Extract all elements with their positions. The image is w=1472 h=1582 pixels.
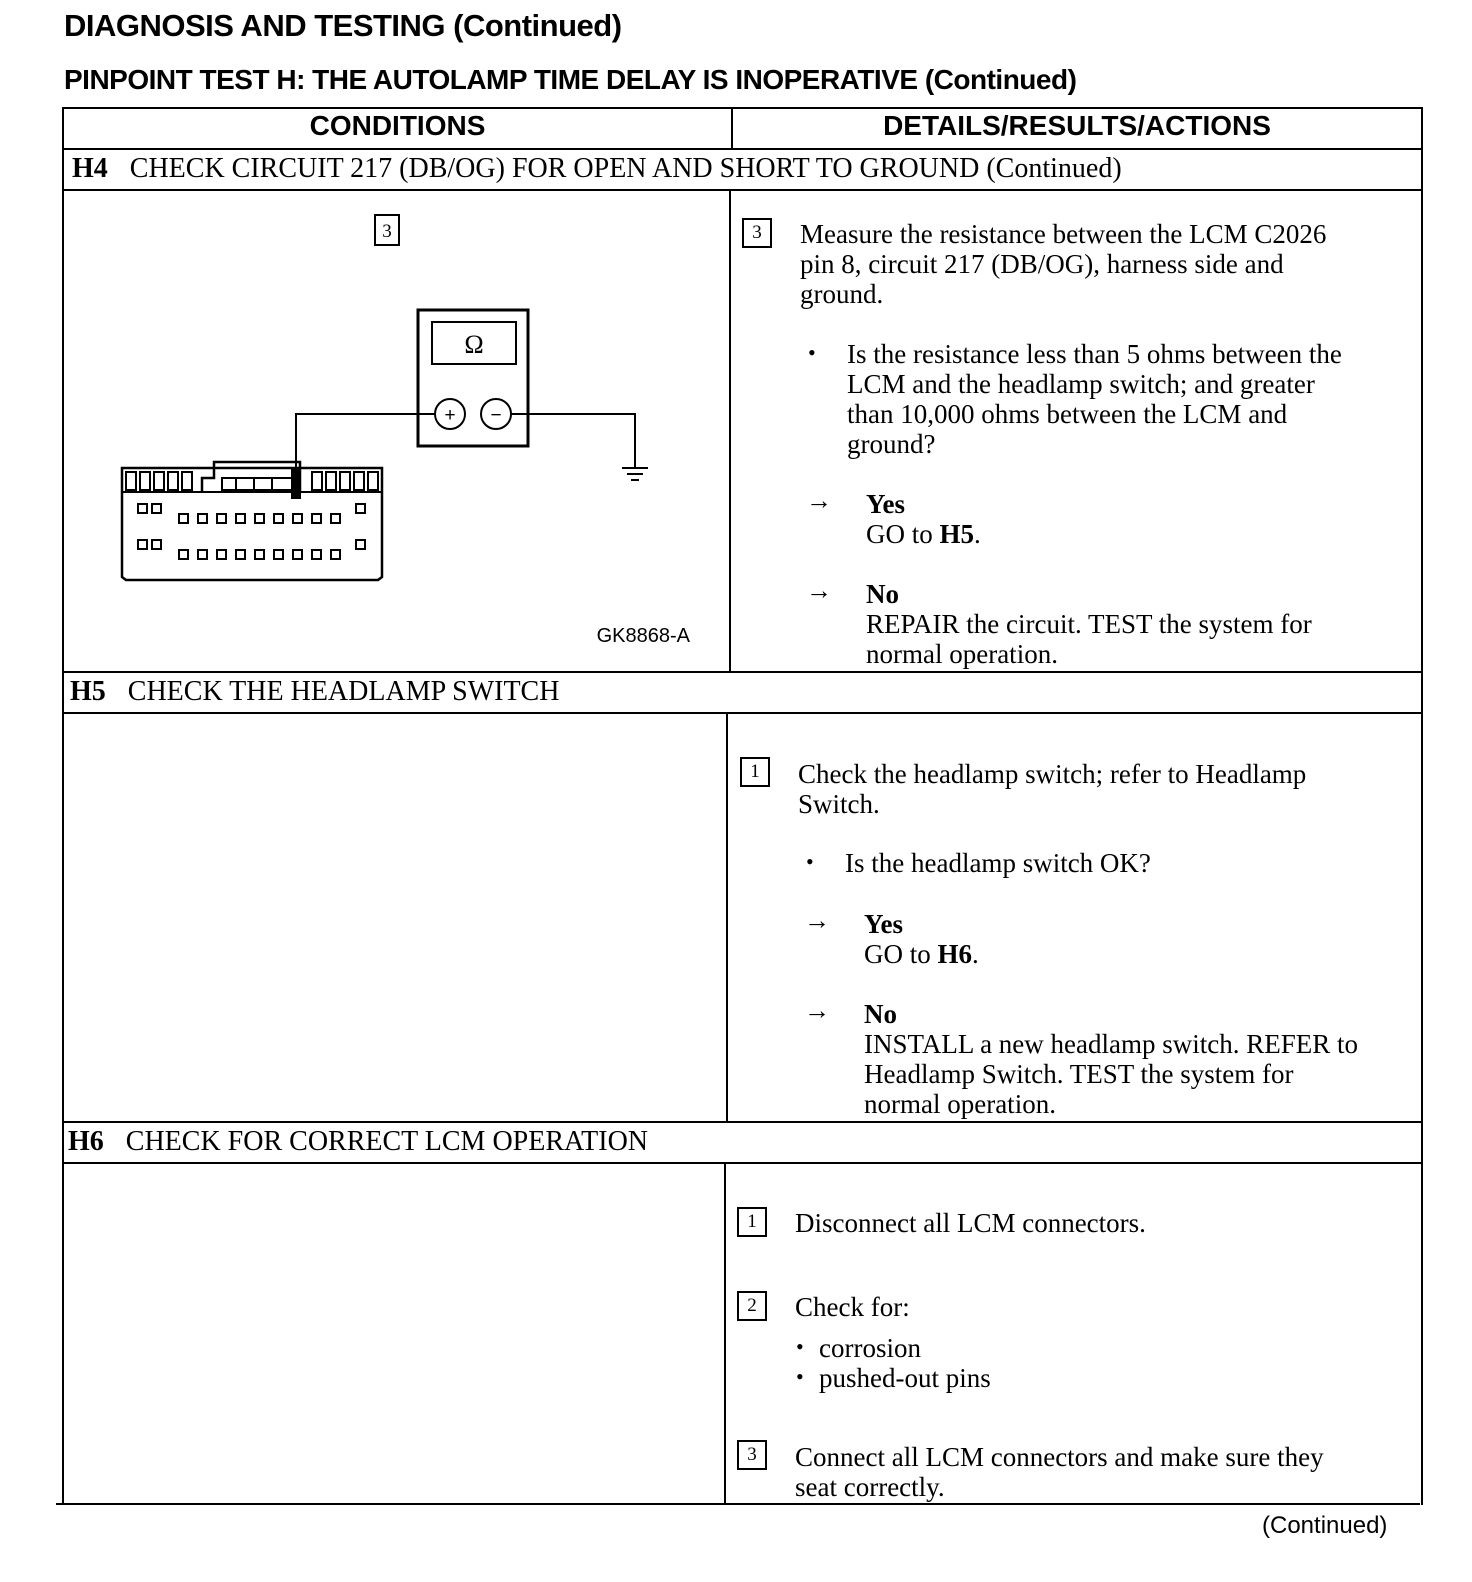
lcm-connector-icon <box>122 462 382 580</box>
h6-column-divider <box>724 1162 726 1505</box>
figure-step-box <box>375 215 399 245</box>
h5-yes-result: Yes GO to H6. <box>864 909 979 969</box>
h4-step-header <box>72 153 1122 185</box>
table-top-border <box>62 107 1423 109</box>
h5-no-result: No INSTALL a new headlamp switch. REFER to Headlamp Switch. TEST the system for normal operation. <box>864 999 1359 1119</box>
plus-terminal-label: + <box>444 405 456 426</box>
h4-step-id: H4 <box>72 153 108 184</box>
h5-yes-target-link[interactable]: H6 <box>937 939 973 969</box>
h6-title-divider <box>62 1162 1423 1164</box>
h4-yes-arrow-icon: → <box>806 486 832 515</box>
header-divider <box>62 148 1423 150</box>
pinpoint-test-title: PINPOINT TEST H: THE AUTOLAMP TIME DELAY IS INOPERATIVE (Continued) <box>64 64 1077 95</box>
h4-no-result: No REPAIR the circuit. TEST the system for normal operation. <box>866 579 1312 669</box>
h4-end-divider <box>62 671 1423 673</box>
h5-step-number-box: 1 <box>740 757 770 787</box>
minus-terminal-label: − <box>490 405 502 426</box>
h5-yes-arrow-icon: → <box>804 906 830 935</box>
h6-step-title: CHECK FOR CORRECT LCM OPERATION <box>125 1126 649 1157</box>
column-header-conditions: CONDITIONS <box>309 110 486 141</box>
h5-step-header <box>70 676 559 708</box>
h6-step1-number-box: 1 <box>737 1207 767 1237</box>
table-bottom-border <box>56 1503 1420 1505</box>
h6-step2-number-box: 2 <box>737 1291 767 1321</box>
h5-title-divider <box>62 712 1423 714</box>
h6-step3-instruction: Connect all LCM connectors and make sure they seat correctly. <box>795 1442 1324 1502</box>
h5-step-title: CHECK THE HEADLAMP SWITCH <box>127 676 560 707</box>
h5-end-divider <box>62 1121 1423 1123</box>
h4-yes-result: Yes GO to H5. <box>866 489 981 549</box>
h6-check-item-pushed-out-pins: pushed-out pins <box>819 1363 991 1393</box>
h5-step-instruction: Check the headlamp switch; refer to Headlamp Switch. <box>798 759 1307 819</box>
h6-step1-instruction: Disconnect all LCM connectors. <box>795 1208 1146 1238</box>
h6-step3-number-box: 3 <box>737 1440 767 1470</box>
h6-step2-instruction: Check for: <box>795 1292 910 1322</box>
h6-item-bullet-2: • <box>796 1364 804 1389</box>
h4-yes-target-link[interactable]: H5 <box>939 519 975 549</box>
h6-step-id: H6 <box>68 1126 104 1157</box>
h4-step-instruction: Measure the resistance between the LCM C2026 pin 8, circuit 217 (DB/OG), harness side and ground. <box>800 219 1327 309</box>
h5-column-divider <box>726 712 728 1123</box>
h4-step-title: CHECK CIRCUIT 217 (DB/OG) FOR OPEN AND SHORT TO GROUND (Continued) <box>129 153 1122 184</box>
page-title: DIAGNOSIS AND TESTING (Continued) <box>64 8 622 43</box>
h6-check-item-corrosion: corrosion <box>819 1333 921 1363</box>
h5-question: Is the headlamp switch OK? <box>845 848 1151 878</box>
h4-step-number-box: 3 <box>742 218 772 248</box>
h5-step-id: H5 <box>70 676 106 707</box>
column-header-details: DETAILS/RESULTS/ACTIONS <box>883 110 1271 141</box>
ohmmeter-icon <box>418 310 528 446</box>
ohm-symbol: Ω <box>464 330 484 359</box>
test-leads <box>296 414 635 492</box>
h6-item-bullet-1: • <box>796 1334 804 1359</box>
h4-question: Is the resistance less than 5 ohms between the LCM and the headlamp switch; and greater than 10,000 ohms between the LCM and ground? <box>847 339 1342 459</box>
h6-step-header <box>68 1126 648 1158</box>
continued-footer: (Continued) <box>1262 1512 1388 1539</box>
h4-no-arrow-icon: → <box>806 576 832 605</box>
h4-test-figure <box>64 192 728 670</box>
h4-question-bullet: • <box>808 340 816 365</box>
h5-no-arrow-icon: → <box>804 996 830 1025</box>
figure-step-number: 3 <box>382 221 392 242</box>
h4-column-divider <box>729 189 731 673</box>
figure-id-label: GK8868-A <box>596 625 690 647</box>
table-right-border <box>1421 107 1423 1505</box>
h4-title-divider <box>62 189 1423 191</box>
ground-icon <box>622 468 648 480</box>
h5-question-bullet: • <box>806 849 814 874</box>
